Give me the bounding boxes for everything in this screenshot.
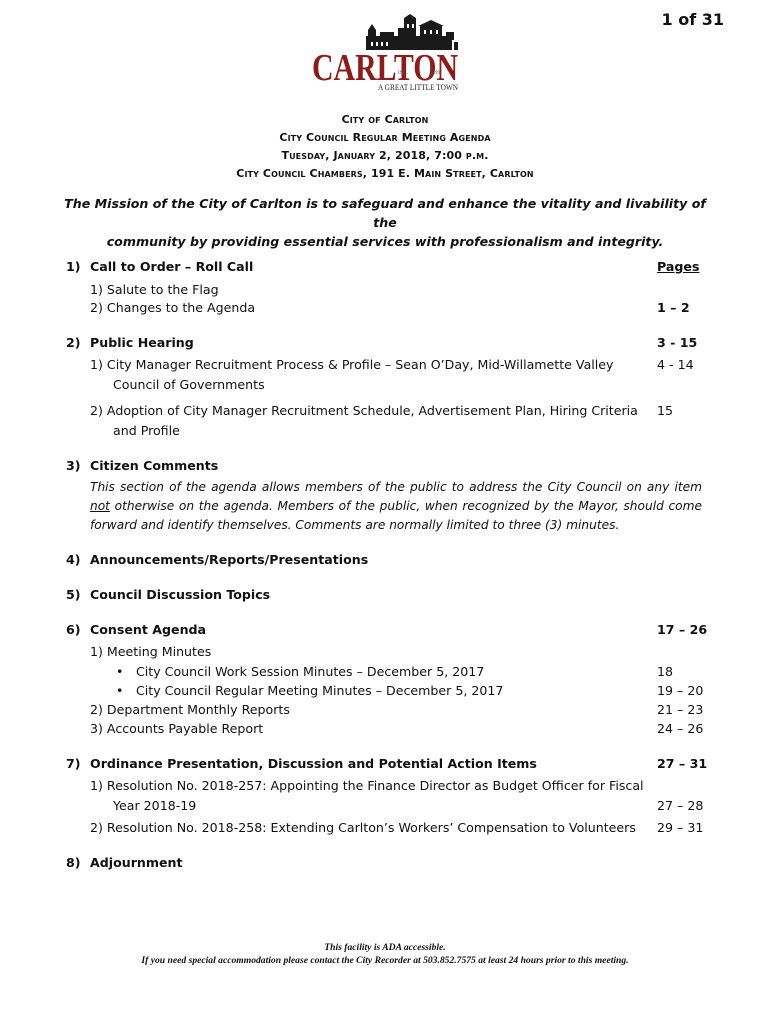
citizen-text-end: otherwise on the agenda. Members of the public, when recognized by the Mayor, should come forward and identify themselves. Comments are normally limited to three (3) minutes. (90, 499, 702, 532)
section-4-number: 4) (66, 552, 81, 567)
s6-item-3-pages: 24 – 26 (657, 721, 704, 736)
mission-line-1: The Mission of the City of Carlton is to safeguard and enhance the vitality and livability of the (64, 196, 706, 230)
logo-wordmark: CARLTON (312, 47, 458, 89)
s2-item-2-pages: 15 (657, 403, 674, 418)
s6-item-2-pages: 21 – 23 (657, 702, 704, 717)
logo-inc: INC. (398, 71, 408, 76)
s6-bullet-2: City Council Regular Meeting Minutes – December 5, 2017 (136, 683, 504, 698)
citizen-comments-text (90, 478, 702, 535)
citizen-text-not: not (90, 499, 110, 513)
s7-item-1-pages: 27 – 28 (657, 798, 704, 813)
s2-item-1-pages: 4 - 14 (657, 357, 694, 372)
s6-item-3: 3) Accounts Payable Report (90, 721, 264, 736)
s6-bullet-1: City Council Work Session Minutes – December 5, 2017 (136, 664, 485, 679)
citizen-text-start: This section of the agenda allows members of the public to address the City Council on any item (90, 480, 702, 494)
section-2-pages: 3 - 15 (657, 335, 698, 350)
section-7-pages: 27 – 31 (657, 756, 708, 771)
section-8-number: 8) (66, 855, 81, 870)
header-location: City Council Chambers, 191 E. Main Street, Carlton (236, 167, 534, 180)
section-3-title: Citizen Comments (90, 458, 219, 473)
header-city: City of Carlton (341, 113, 429, 126)
s7-item-2: 2) Resolution No. 2018-258: Extending Carlton’s Workers’ Compensation to Volunteers (90, 820, 636, 835)
section-7-number: 7) (66, 756, 81, 771)
s7-item-1-cont: Year 2018-19 (113, 798, 197, 813)
s2-item-2: 2) Adoption of City Manager Recruitment Schedule, Advertisement Plan, Hiring Criteria (90, 403, 638, 418)
footer-accommodation: If you need special accommodation please contact the City Recorder at 503.852.7575 at least 24 hours prior to this meeting. (141, 955, 629, 966)
section-2-number: 2) (66, 335, 81, 350)
footer-ada: This facility is ADA accessible. (324, 942, 446, 953)
s2-item-1-cont: Council of Governments (113, 377, 265, 392)
section-5-title: Council Discussion Topics (90, 587, 271, 602)
s7-item-1: 1) Resolution No. 2018-257: Appointing the Finance Director as Budget Officer for Fiscal (90, 778, 644, 793)
s6-item-2: 2) Department Monthly Reports (90, 702, 290, 717)
s6-bullet-1-dot: • (116, 664, 124, 679)
section-6-number: 6) (66, 622, 81, 637)
logo-tagline: A GREAT LITTLE TOWN (378, 83, 459, 92)
pages-header: Pages (657, 259, 700, 274)
section-6-pages: 17 – 26 (657, 622, 708, 637)
section-3-number: 3) (66, 458, 81, 473)
s6-item-1: 1) Meeting Minutes (90, 644, 212, 659)
section-1-title: Call to Order – Roll Call (90, 259, 254, 274)
header-meeting: City Council Regular Meeting Agenda (279, 131, 491, 144)
section-6-title: Consent Agenda (90, 622, 207, 637)
section-1-number: 1) (66, 259, 81, 274)
section-4-title: Announcements/Reports/Presentations (90, 552, 369, 567)
s1-item-1: 1) Salute to the Flag (90, 282, 219, 297)
section-7-title: Ordinance Presentation, Discussion and Potential Action Items (90, 756, 537, 771)
mission-statement (60, 194, 710, 251)
s6-bullet-2-pages: 19 – 20 (657, 683, 704, 698)
s6-bullet-2-dot: • (116, 683, 124, 698)
s7-item-2-pages: 29 – 31 (657, 820, 704, 835)
page-indicator: 1 of 31 (661, 10, 724, 29)
section-2-title: Public Hearing (90, 335, 194, 350)
s1-item-2-pages: 1 – 2 (657, 300, 690, 315)
carlton-logo (308, 14, 464, 94)
s1-item-2: 2) Changes to the Agenda (90, 300, 256, 315)
logo-year: 1899 (430, 71, 440, 76)
header-date: Tuesday, January 2, 2018, 7:00 p.m. (281, 149, 489, 162)
section-5-number: 5) (66, 587, 81, 602)
s2-item-1: 1) City Manager Recruitment Process & Profile – Sean O’Day, Mid-Willamette Valley (90, 357, 614, 372)
s6-bullet-1-pages: 18 (657, 664, 674, 679)
mission-line-2: community by providing essential services with professionalism and integrity. (106, 234, 664, 249)
section-8-title: Adjournment (90, 855, 183, 870)
s2-item-2-cont: and Profile (113, 423, 180, 438)
